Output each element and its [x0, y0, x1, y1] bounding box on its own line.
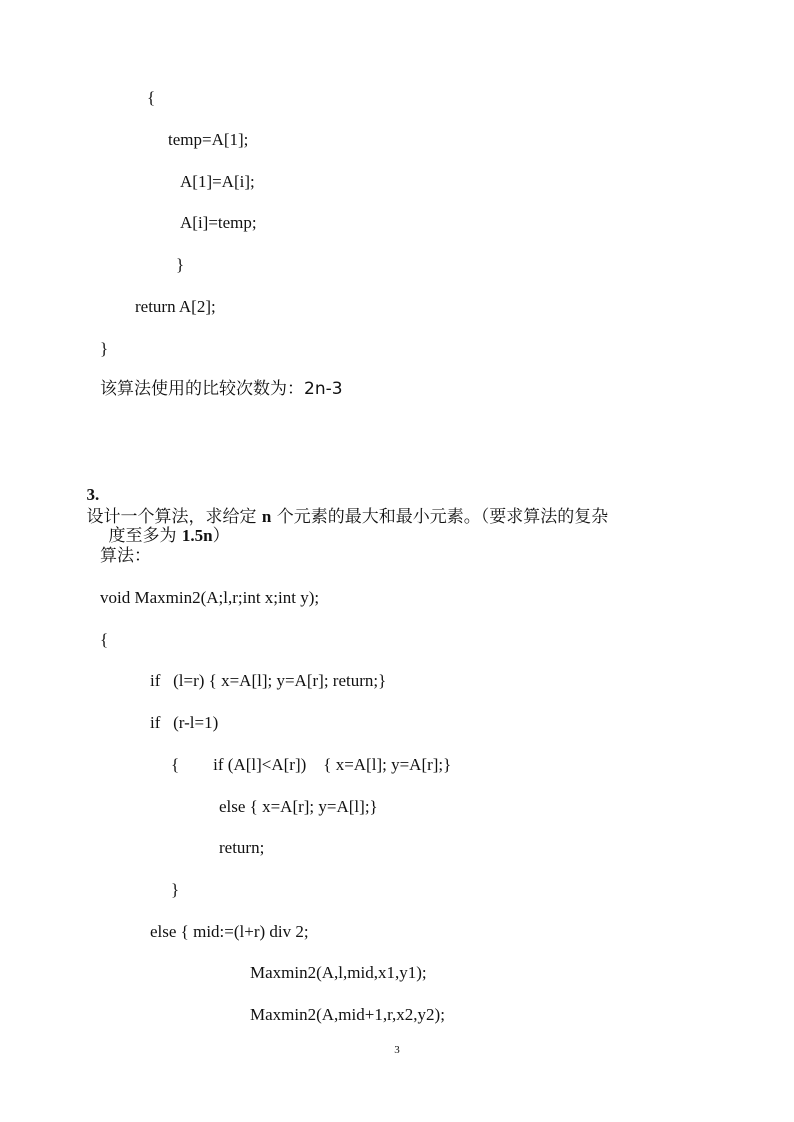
code-line-recursive-right: Maxmin2(A,mid+1,r,x2,y2);: [250, 1005, 445, 1024]
code-line-close-brace-outer: }: [100, 339, 109, 358]
code-line-recursive-left: Maxmin2(A,l,mid,x1,y1);: [250, 963, 427, 982]
code-line-if-l-eq-r: if (l=r) { x=A[l]; y=A[r]; return;}: [150, 671, 387, 690]
question-text-part-b: 个元素的最大和最小元素。（要求算法的复杂: [271, 507, 609, 527]
question-variable-n: n: [261, 507, 272, 526]
code-line-signature: void Maxmin2(A;l,r;int x;int y);: [100, 588, 320, 607]
question-3-line-2: [100, 503, 230, 546]
code-line-if-r-minus-l: if (r-l=1): [150, 713, 219, 732]
code-line-compare-block: { if (A[l]<A[r]) { x=A[l]; y=A[r];}: [171, 755, 452, 774]
question-text-part-a: 设计一个算法，求给定: [86, 507, 262, 527]
code-line-else-swap: else { x=A[r]; y=A[l];}: [219, 797, 378, 816]
code-line-temp-assign: temp=A[1];: [168, 130, 249, 149]
code-line-return: return A[2];: [135, 297, 216, 316]
code-line-a1-assign: A[1]=A[i];: [180, 172, 255, 191]
page-number: 3: [394, 1044, 400, 1056]
comparison-count-note: 该算法使用的比较次数为：2n-3: [100, 379, 343, 399]
code-line-body-open: {: [100, 630, 109, 649]
algorithm-label: 算法：: [100, 546, 151, 566]
code-line-ai-assign: A[i]=temp;: [180, 213, 257, 232]
code-line-inner-return: return;: [219, 838, 265, 857]
question-text-part-c: 度至多为: [108, 526, 182, 546]
question-complexity-bound: 1.5n: [181, 526, 213, 545]
code-line-inner-close: }: [171, 880, 180, 899]
question-text-part-d: ）: [212, 526, 230, 546]
code-line-open-brace: {: [147, 88, 156, 107]
code-line-close-brace-inner: }: [176, 255, 185, 274]
question-3-line-1: [78, 462, 609, 527]
question-number: 3.: [86, 485, 100, 504]
code-line-else-mid: else { mid:=(l+r) div 2;: [150, 922, 309, 941]
